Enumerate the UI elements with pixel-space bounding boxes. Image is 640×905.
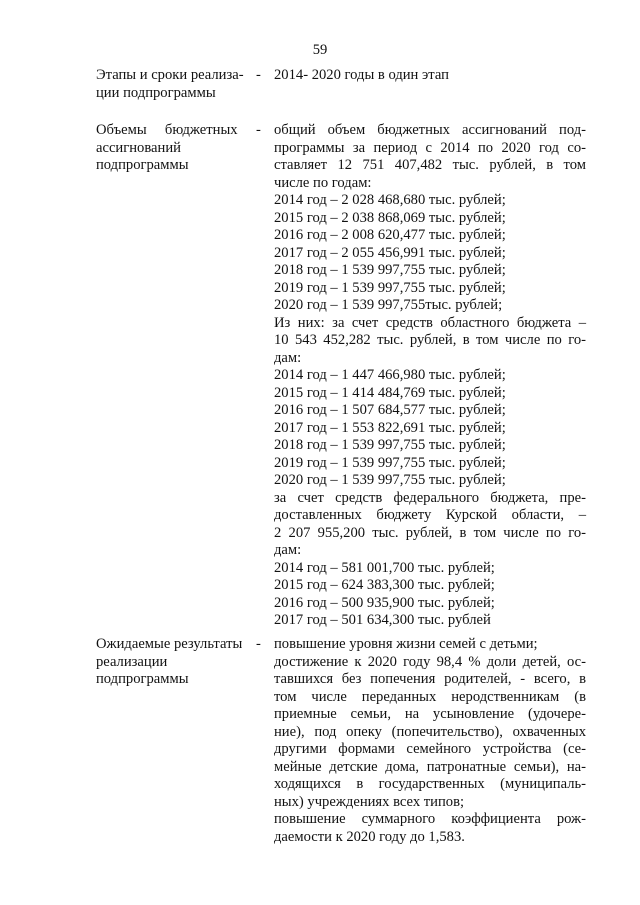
value-line: 2014- 2020 годы в один этап — [274, 67, 449, 83]
label-line: Объемы бюджетных — [96, 122, 238, 138]
value-line: доставленных бюджету Курской области, – — [274, 507, 586, 523]
value-line: 2019 год – 1 539 997,755 тыс. рублей; — [274, 454, 506, 471]
value-line: 2017 год – 501 634,300 тыс. рублей — [274, 612, 491, 628]
row-value — [274, 636, 586, 846]
value-line: приемные семьи, на усыновление (удочере- — [274, 706, 586, 722]
value-line: мейные детские дома, патронатные семьи), на- — [274, 758, 586, 775]
value-line: ходящихся в государственных (муниципаль- — [274, 776, 586, 792]
value-line: ставляет 12 751 407,482 тыс. рублей, в том — [274, 157, 586, 173]
value-line: 2014 год – 2 028 468,680 тыс. рублей; — [274, 192, 506, 208]
value-line: дам: — [274, 349, 302, 366]
value-line: общий объем бюджетных ассигнований под- — [274, 122, 586, 138]
label-line: ции подпрограммы — [96, 84, 216, 101]
value-line: 2019 год – 1 539 997,755 тыс. рублей; — [274, 279, 506, 296]
page-number: 59 — [312, 42, 328, 58]
value-line: повышение уровня жизни семей с детьми; — [274, 636, 538, 652]
label-line: ассигнований — [96, 139, 181, 156]
value-line: даемости к 2020 году до 1,583. — [274, 828, 465, 845]
value-line: 2020 год – 1 539 997,755тыс. рублей; — [274, 297, 503, 313]
row-value — [274, 67, 586, 85]
value-line: том числе переданных неродственникам (в — [274, 688, 586, 705]
value-line: 10 543 452,282 тыс. рублей, в том числе по го- — [274, 332, 586, 348]
value-line: 2020 год – 1 539 997,755 тыс. рублей; — [274, 472, 506, 488]
value-line: программы за период с 2014 по 2020 год со- — [274, 139, 586, 156]
value-line: 2015 год – 624 383,300 тыс. рублей; — [274, 577, 495, 593]
row-label — [96, 636, 248, 689]
value-line: Из них: за счет средств областного бюджета – — [274, 314, 586, 331]
value-line: 2018 год – 1 539 997,755 тыс. рублей; — [274, 437, 506, 453]
label-line: реализации — [96, 653, 168, 670]
row-dash: - — [256, 122, 261, 138]
value-line: 2014 год – 1 447 466,980 тыс. рублей; — [274, 367, 506, 383]
value-line: 2018 год – 1 539 997,755 тыс. рублей; — [274, 262, 506, 278]
value-line: другими формами семейного устройства (се- — [274, 741, 586, 757]
value-line: за счет средств федерального бюджета, пре- — [274, 489, 586, 506]
row-dash: - — [256, 636, 261, 652]
label-line: подпрограммы — [96, 157, 189, 173]
value-line: 2017 год – 1 553 822,691 тыс. рублей; — [274, 419, 506, 436]
label-line: подпрограммы — [96, 671, 189, 687]
label-line: Ожидаемые результаты — [96, 636, 243, 652]
value-line: тавшихся без попечения родителей, - всего, в — [274, 671, 586, 687]
label-line: Этапы и сроки реализа- — [96, 67, 244, 83]
value-line: 2016 год – 2 008 620,477 тыс. рублей; — [274, 227, 506, 243]
value-line: 2 207 955,200 тыс. рублей, в том числе по го- — [274, 524, 586, 541]
value-line: 2014 год – 581 001,700 тыс. рублей; — [274, 559, 495, 576]
value-line: 2016 год – 1 507 684,577 тыс. рублей; — [274, 402, 506, 418]
value-line: ние), под опеку (попечительство), охваченных — [274, 723, 586, 740]
value-line: достижение к 2020 году 98,4 % доли детей, ос- — [274, 653, 586, 670]
value-line: повышение суммарного коэффициента рож- — [274, 811, 586, 827]
row-label — [96, 67, 248, 102]
row-dash: - — [256, 67, 261, 83]
value-line: 2015 год – 2 038 868,069 тыс. рублей; — [274, 209, 506, 226]
value-line: дам: — [274, 542, 302, 558]
value-line: числе по годам: — [274, 174, 372, 191]
value-line: 2017 год – 2 055 456,991 тыс. рублей; — [274, 244, 506, 261]
row-value — [274, 122, 586, 630]
row-label — [96, 122, 248, 175]
value-line: 2016 год – 500 935,900 тыс. рублей; — [274, 594, 495, 611]
value-line: 2015 год – 1 414 484,769 тыс. рублей; — [274, 384, 506, 401]
value-line: ных) учреждениях всех типов; — [274, 793, 465, 810]
